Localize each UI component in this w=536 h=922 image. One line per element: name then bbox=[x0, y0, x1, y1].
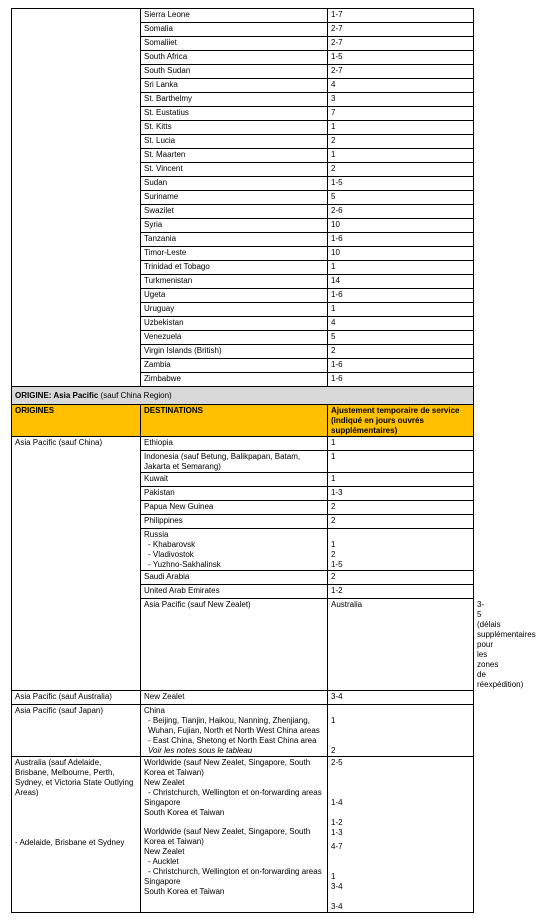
days-cell: 2-6 bbox=[328, 205, 474, 219]
days-cell: 10 bbox=[328, 219, 474, 233]
days-cell: 1-3 bbox=[328, 487, 474, 501]
table-row bbox=[12, 9, 474, 23]
country-cell: St. Maarten bbox=[141, 149, 328, 163]
destination-cell: Australia bbox=[328, 599, 474, 691]
days-cell: 2-5 1-4 1-2 1-3 4-7 1 3-4 3-4 bbox=[328, 757, 474, 913]
country-cell: Zambia bbox=[141, 359, 328, 373]
country-cell: Suriname bbox=[141, 191, 328, 205]
country-cell: South Sudan bbox=[141, 65, 328, 79]
destination-cell: Ethiopia bbox=[141, 437, 328, 451]
country-cell: St. Kitts bbox=[141, 121, 328, 135]
country-cell: Somaliiet bbox=[141, 37, 328, 51]
table-row bbox=[12, 691, 474, 705]
origin-cell-empty bbox=[12, 9, 141, 387]
days-cell: 3 bbox=[328, 93, 474, 107]
days-cell: 1 bbox=[328, 451, 474, 473]
destination-cell: China - Beijing, Tianjin, Haikou, Nanning, Zhenjiang, Wuhan, Fujian, North et North West China areas - East China, Shetong et North East China area Voir les notes sous le tableau bbox=[141, 705, 328, 757]
country-cell: South Africa bbox=[141, 51, 328, 65]
days-cell: 7 bbox=[328, 107, 474, 121]
top-country-rows bbox=[12, 9, 474, 387]
header-destinations: DESTINATIONS bbox=[141, 405, 328, 437]
header-adjustment: Ajustement temporaire de service (indiqué en jours ouvrés supplémentaires) bbox=[328, 405, 474, 437]
country-cell: Uzbekistan bbox=[141, 317, 328, 331]
days-cell: 4 bbox=[328, 79, 474, 93]
days-cell: 1-6 bbox=[328, 289, 474, 303]
days-cell: 5 bbox=[328, 331, 474, 345]
days-cell: 5 bbox=[328, 191, 474, 205]
destination-cell: Indonesia (sauf Betung, Balikpapan, Batam, Jakarta et Semarang) bbox=[141, 451, 328, 473]
days-cell: 2 bbox=[328, 571, 474, 585]
days-cell: 1 bbox=[328, 121, 474, 135]
origin-cell: Australia (sauf Adelaide, Brisbane, Melbourne, Perth, Sydney, et Victoria State Outlying Areas) - Adelaide, Brisbane et Sydney bbox=[12, 757, 141, 913]
service-adjustment-table bbox=[11, 8, 536, 913]
days-cell: 1 2 bbox=[328, 705, 474, 757]
country-cell: Turkmenistan bbox=[141, 275, 328, 289]
days-cell: 2-7 bbox=[328, 37, 474, 51]
country-cell: Virgin Islands (British) bbox=[141, 345, 328, 359]
country-cell: St. Barthelmy bbox=[141, 93, 328, 107]
destination-cell: Philippines bbox=[141, 515, 328, 529]
table-row bbox=[12, 437, 474, 451]
country-cell: Sierra Leone bbox=[141, 9, 328, 23]
days-cell: 2 bbox=[328, 515, 474, 529]
destination-cell: Pakistan bbox=[141, 487, 328, 501]
country-cell: Syria bbox=[141, 219, 328, 233]
country-cell: Swazilet bbox=[141, 205, 328, 219]
origin-cell: Asia Pacific (sauf Australia) bbox=[12, 691, 141, 705]
table-header-row bbox=[12, 405, 474, 437]
days-cell: 1-7 bbox=[328, 9, 474, 23]
days-cell: 10 bbox=[328, 247, 474, 261]
country-cell: Uruguay bbox=[141, 303, 328, 317]
table-row: Asia Pacific (sauf New Zealet) Australia 3-5 (délais supplémentaires pour les zones de réexpédition) bbox=[12, 599, 474, 691]
destination-cell: Russia - Khabarovsk - Vladivostok - Yuzhno-Sakhalinsk bbox=[141, 529, 328, 571]
days-cell: 2 bbox=[328, 163, 474, 177]
days-cell: 1 bbox=[328, 437, 474, 451]
days-cell: 2 bbox=[328, 345, 474, 359]
days-cell: 2-7 bbox=[328, 23, 474, 37]
country-cell: Ugeta bbox=[141, 289, 328, 303]
days-cell: 2 bbox=[328, 501, 474, 515]
origin-cell: Asia Pacific (sauf Japan) bbox=[12, 705, 141, 757]
header-origins: ORIGINES bbox=[12, 405, 141, 437]
days-cell: 1 2 1-5 bbox=[328, 529, 474, 571]
destination-cell: United Arab Emirates bbox=[141, 585, 328, 599]
days-cell: 1 bbox=[328, 261, 474, 275]
table-row bbox=[12, 757, 474, 913]
days-cell: 2 bbox=[328, 135, 474, 149]
country-cell: Sri Lanka bbox=[141, 79, 328, 93]
origin-section-label: ORIGINE: Asia Pacific (sauf China Region) bbox=[12, 387, 474, 405]
origin-cell: Asia Pacific (sauf China) bbox=[12, 437, 141, 691]
country-cell: Venezuela bbox=[141, 331, 328, 345]
origin-section-row bbox=[12, 387, 474, 405]
days-cell: 14 bbox=[328, 275, 474, 289]
country-cell: Zimbabwe bbox=[141, 373, 328, 387]
days-cell: 1-6 bbox=[328, 233, 474, 247]
days-cell: 3-4 bbox=[328, 691, 474, 705]
country-cell: Timor-Leste bbox=[141, 247, 328, 261]
days-cell: 1-6 bbox=[328, 373, 474, 387]
destination-cell: Saudi Arabia bbox=[141, 571, 328, 585]
destination-cell: Worldwide (sauf New Zealet, Singapore, South Korea et Taiwan) New Zealet - Christchurch, Wellington et on-forwarding areas Singapore South Korea et Taiwan Worldwide (sauf New Zealet, Singapore, South Korea et Taiwan) New Zealet - Aucklet - Christchurch, Wellington et on-forwarding areas Singapore South Korea et Taiwan bbox=[141, 757, 328, 913]
country-cell: Tanzania bbox=[141, 233, 328, 247]
days-cell: 1 bbox=[328, 149, 474, 163]
days-cell: 1-2 bbox=[328, 585, 474, 599]
table-row bbox=[12, 705, 474, 757]
destination-cell: New Zealet bbox=[141, 691, 328, 705]
days-cell: 2-7 bbox=[328, 65, 474, 79]
origin-cell: Asia Pacific (sauf New Zealet) bbox=[141, 599, 328, 691]
country-cell: St. Lucia bbox=[141, 135, 328, 149]
country-cell: St. Eustatius bbox=[141, 107, 328, 121]
days-cell: 1 bbox=[328, 303, 474, 317]
country-cell: Somalia bbox=[141, 23, 328, 37]
days-cell: 1-6 bbox=[328, 359, 474, 373]
destination-cell: Papua New Guinea bbox=[141, 501, 328, 515]
country-cell: Trinidad et Tobago bbox=[141, 261, 328, 275]
country-cell: Sudan bbox=[141, 177, 328, 191]
days-cell: 1-5 bbox=[328, 177, 474, 191]
country-cell: St. Vincent bbox=[141, 163, 328, 177]
destination-cell: Kuwait bbox=[141, 473, 328, 487]
days-cell: 4 bbox=[328, 317, 474, 331]
days-cell: 1-5 bbox=[328, 51, 474, 65]
days-cell: 1 bbox=[328, 473, 474, 487]
